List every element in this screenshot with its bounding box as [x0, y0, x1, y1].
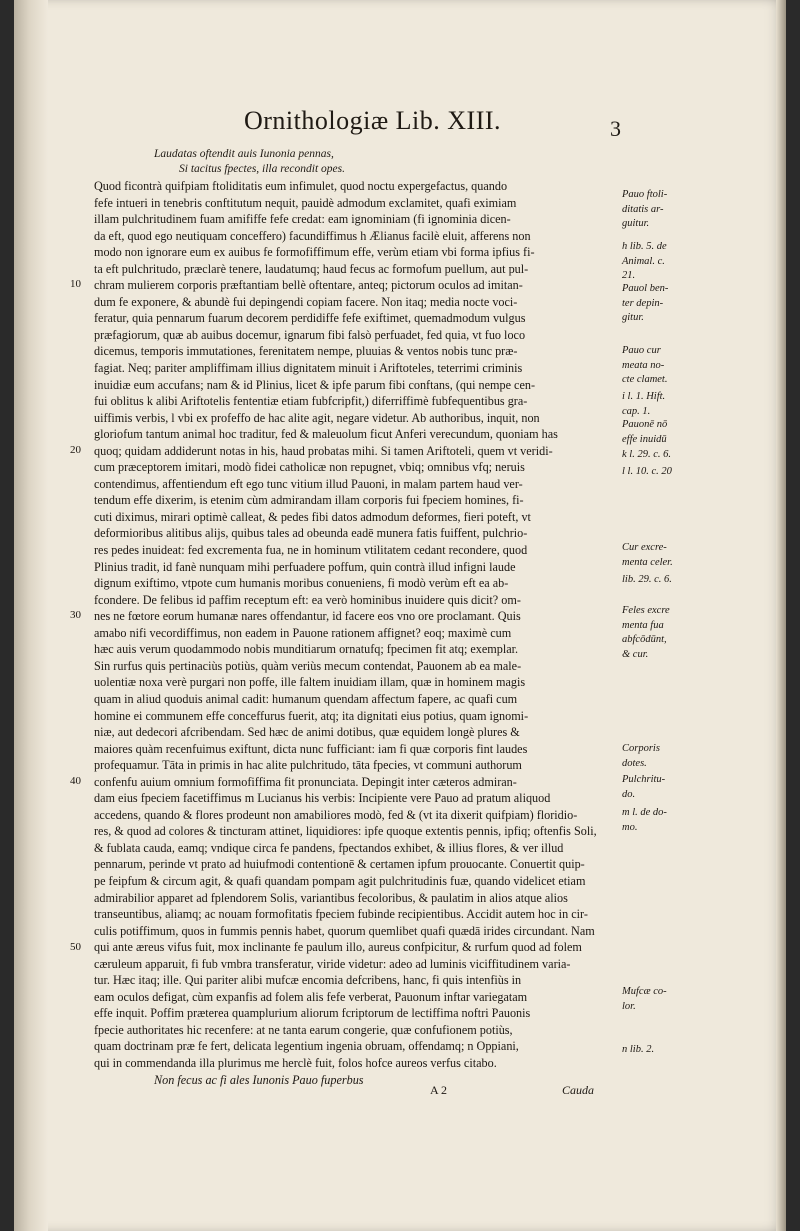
line-number: 40 [70, 775, 81, 787]
text-line: effe inquit. Poffim præterea quamplurium aliorum fcriptorum de lectiffima noftri Pauonis [94, 1006, 531, 1021]
margin-note [622, 390, 722, 419]
text-line: accedens, quando & flores prodeunt non amabiliores modò, fed & (vt ita dixerit quifpiam) floridio- [94, 807, 578, 822]
margin-note [622, 344, 722, 388]
epigraph-line: Laudatas oftendit auis Iunonia pennas, [154, 148, 334, 160]
text-line: uiffimis verbis, l vbi ex profeffo de hac alite agit, negare videtur. Ab authoribus, inquit, non [94, 410, 540, 425]
text-line: homine ei communem effe conceffurus fuerit, atq; ita dignitati eius potius, quam ignomi- [94, 708, 529, 723]
text-line: deformioribus alitibus alijs, quibus tales ad obeunda eadē munera fatis fuiffent, pulchrio- [94, 526, 528, 541]
text-line: chram mulierem corporis præftantiam bellè oftentare, anteq; pictorum oculos ad imitan- [94, 278, 523, 293]
margin-note [622, 742, 722, 771]
text-line: & fublata cauda, eamq; vndique circa fe pandens, fpectandos exhibet, & illius flores, & ver illud [94, 840, 564, 855]
margin-note [622, 448, 722, 463]
text-line: cæruleum apparuit, fi fub vmbra transferatur, viride videtur: adeo ad luminis viciffitudinem varia- [94, 956, 571, 971]
text-line: admirabilior apparet ad fplendorem Solis, variantibus fecoloribus, & paulatim in alios atque alios [94, 890, 568, 905]
margin-note-line: Pauo ftoli- [622, 189, 668, 200]
margin-note-line: effe inuidū [622, 433, 667, 445]
margin-note [622, 465, 722, 480]
page-number: 3 [610, 116, 621, 141]
margin-note-line: gitur. [622, 312, 644, 324]
margin-note-line: ditatis ar- [622, 203, 664, 215]
text-line: contendimus, affentiendum eft ego tunc vitium illud Pauoni, in malam partem haud ver- [94, 476, 523, 491]
margin-note-line: k l. 29. c. 6. [622, 449, 671, 460]
text-line: culis potiffimum, quos in fummis pennis habet, quorum quemlibet quafi quædā irides circundant. Nam [94, 923, 595, 938]
margin-note [622, 240, 722, 284]
margin-note-line: Animal. c. [622, 255, 665, 267]
line-number: 50 [70, 941, 81, 953]
margin-note-line: i l. 1. Hift. [622, 391, 666, 402]
margin-note [622, 418, 722, 447]
margin-note [622, 985, 722, 1014]
text-line: tendum effe dixerim, is etenim cùm admirandam illam corporis fui fpeciem homines, fi- [94, 493, 524, 508]
margin-note-line: cte clamet. [622, 374, 668, 386]
running-title: Ornithologiæ Lib. XIII. [244, 106, 502, 135]
margin-note-line: m l. de do- [622, 807, 667, 818]
text-line: Plinius tradit, id fanè nunquam mihi perfuadere poffum, quin contrà illud infigni laude [94, 559, 516, 574]
text-line: quam in aliud quoduis animal cadit: humanum quendam affectum fapere, ac quafi cum [94, 691, 518, 706]
text-line: illam pulchritudinem fuam amififfe fefe credat: eam ignominiam (fi ignominia dicen- [94, 212, 511, 227]
margin-note [622, 282, 722, 326]
text-line: dum fe exponere, & abundè fui depingendi copiam facere. Non itaq; media nocte voci- [94, 294, 518, 309]
text-line: Quod ficontrà quifpiam ftoliditatis eum infimulet, quod noctu expergefactus, quando [94, 179, 508, 193]
catchword: Cauda [562, 1083, 595, 1097]
text-line: eam oculos defigat, cùm expanfis ad folem alis fefe verberat, Pauonum inftar variegatam [94, 989, 528, 1004]
text-line: confenfu auium omnium formofiffima fit pronunciata. Depingit inter cæteros admiran- [94, 774, 517, 789]
margin-note-line: menta celer. [622, 556, 673, 568]
text-line: qui ante æreus vifus fuit, mox inclinante fe paulum illo, aureus confpicitur, & rurfum quod ad folem [94, 940, 582, 955]
text-line: modo non ignorare eum ex auibus fe formofiffimum effe, verùm etiam vbi forma ipfius fi- [94, 245, 535, 260]
text-line: dam eius fpeciem facetiffimus m Lucianus his verbis: Incipiente vere Pauo ad pratum aliquod [94, 791, 551, 806]
text-line: pennarum, perinde vt prato ad huiufmodi contentionē & certamen ipfum prouocante. Conuertit quip- [94, 857, 585, 872]
text-line: cuti diximus, mirari optimè calleat, & pedes fibi datos admodum deformes, fieri poteft, vt [94, 509, 531, 524]
text-line: res pedes inuideat: fed excrementa fua, ne in hominum vtilitatem cedant recondere, quod [94, 543, 528, 558]
page-fore-edge [776, 0, 786, 1231]
text-line: da eft, quod ego neutiquam conceffero) facundiffimus h Ælianus facilè eluit, afferens non [94, 228, 531, 243]
text-line: res, & quod ad colores & tincturam attinet, liquidiores: ipfe quoque extentis pennis, ipfiq; oftenfis Soli, [94, 824, 597, 839]
text-line: profequamur. Tāta in primis in hac alite pulchritudo, tāta fpecies, vt communi authorum [94, 758, 522, 773]
book-page [14, 0, 786, 1231]
main-text-column [94, 178, 614, 1088]
margin-note-line: 21. [622, 270, 636, 282]
margin-note-line: mo. [622, 821, 638, 833]
margin-note-line: Feles excre [622, 605, 670, 616]
text-line: fcondere. De felibus id paffim receptum eft: ea verò hominibus inuidere quis dicit? om- [94, 592, 521, 607]
text-line: feratur, quia pennarum fuarum decorem perdidiffe fefe exiftimet, quemadmodum vulgus [94, 311, 526, 326]
margin-note-line: menta fua [622, 619, 664, 631]
text-line: fpecie authoritates hic recenfere: at ne tanta earum congerie, quæ confufionem potiùs, [94, 1022, 513, 1037]
margin-note-line: meata no- [622, 359, 665, 371]
margin-note-line: Pauonē nō [622, 419, 668, 430]
text-line: quoq; quidam addiderunt notas in his, haud probatas mihi. Si tamen Ariftoteli, quem vt veridi- [94, 443, 553, 458]
text-line: pe feipfum & circum agit, & quafi quandam pompam agit pulchritudinis fuæ, quando videlicet etiam [94, 873, 586, 888]
text-line: præfagiorum, quæ ab auibus docemur, ignarum fibi falsò perfuadet, fed quia, vt fuo loco [94, 327, 526, 342]
text-line: inuidiæ eum accufans; nam & id Plinius, licet & ipfe parum fibi conftans, (qui nempe cen- [94, 377, 536, 392]
margin-note [622, 541, 722, 570]
text-line: fagiat. Neq; pariter ampliffimam illius dignitatem minuit i Ariftoteles, teterrimi criminis [94, 361, 523, 376]
margin-note-line: l l. 10. c. 20 [622, 466, 672, 477]
margin-note-line: & cur. [622, 648, 649, 660]
text-line: hæc auis verum quodammodo nobis munditiarum ornatufq; fpecimen fit atq; exemplar. [94, 642, 519, 657]
margin-note-line: Corporis [622, 743, 660, 754]
text-line: nes ne fœtore eorum humanæ nares offendantur, id facere eos vno ore proclamant. Quis [94, 609, 521, 624]
text-line: ta eft pulchritudo, præclarè tenere, laudatumq; haud fecus ac formofum puellum, aut pul- [94, 261, 529, 276]
text-line: amabo nifi vecordiffimus, non eadem in Pauone rationem affignet? eoq; maximè cum [94, 625, 512, 640]
text-line: uolentiæ noxa verè purgari non poffe, ille faltem inuidiam illam, quæ in hominem magis [94, 675, 526, 690]
margin-note [622, 1043, 722, 1058]
text-line: qui in commendanda illa plurimus me herclè fuit, folos hofce aureos verfus citabo. [94, 1055, 497, 1070]
margin-note-line: ter depin- [622, 297, 664, 309]
margin-note [622, 573, 722, 588]
margin-note-line: Pauo cur [622, 345, 661, 356]
margin-note [622, 188, 722, 232]
margin-note-line: h lib. 5. de [622, 241, 667, 252]
margin-note-line: Cur excre- [622, 542, 667, 553]
margin-note [622, 604, 722, 662]
signature-mark: A 2 [430, 1083, 448, 1097]
text-line: quam doctrinam præ fe fert, delicata legentium ingenia obruam, offendamq; n Oppiani, [94, 1039, 519, 1054]
line-number: 30 [70, 609, 81, 621]
margin-note-line: Pauol ben- [622, 283, 669, 294]
text-line: tur. Hæc itaq; ille. Qui pariter alibi mufcæ encomia defcribens, hanc, fi quis intenfiùs in [94, 973, 522, 988]
text-line: Non fecus ac fi ales Iunonis Pauo fuperbus [154, 1072, 364, 1087]
page-gutter-shadow [14, 0, 48, 1231]
text-line: dicemus, temporis immutationes, ferenitatem nempe, pluuias & ventos nobis tunc præ- [94, 344, 518, 359]
text-line: transeuntibus, aliamq; ac nouam formofitatis fpeciem fubinde recipientibus. Accidit autem hoc in cir- [94, 907, 588, 922]
text-line: fefe intueri in tenebris conftitutum nequit, pauidè admodum exclamitet, quafi eximiam [94, 195, 517, 210]
margin-note-line: abfcōdūnt, [622, 634, 667, 646]
margin-note-line: Mufcæ co- [622, 986, 667, 997]
margin-note [622, 773, 722, 802]
text-line: dignum exiftimo, vtpote cum humanis moribus conueniens, fi modò verùm eft ea ab- [94, 576, 509, 591]
margin-note-line: lor. [622, 1000, 636, 1012]
text-line: gloriofum tantum animal hoc traditur, fed & maleuolum ficut Anferi verecundum, quoniam has [94, 427, 558, 442]
text-line: fui oblitus k alibi Ariftotelis fententiæ etiam fubfcripfit,) diferriffimè fubfequentibus gra- [94, 394, 528, 409]
line-number: 10 [70, 278, 81, 290]
text-line: niæ, aut dedecori afcribendam. Sed hæc de animi dotibus, quæ equidem longè plures & [94, 725, 520, 740]
margin-note-line: lib. 29. c. 6. [622, 574, 672, 585]
text-line: cum præceptorem imitari, modò fidei catholicæ non repugnet, vbiq; omnibus vfq; neruis [94, 460, 525, 475]
margin-note-line: cap. 1. [622, 405, 651, 417]
text-line: maiores quàm recenfuimus exiftunt, dicta nunc fufficiant: iam fi quæ corporis fint laudes [94, 741, 528, 756]
margin-note-line: do. [622, 788, 636, 800]
margin-note [622, 806, 722, 835]
line-number: 20 [70, 444, 81, 456]
margin-note-line: n lib. 2. [622, 1044, 655, 1055]
margin-note-line: dotes. [622, 757, 647, 769]
margin-note-line: guitur. [622, 218, 650, 230]
text-line: Sin rurfus quis pertinaciùs potiùs, quàm veriùs mecum contendat, Pauonem ab ea male- [94, 658, 522, 673]
epigraph-line: Si tacitus fpectes, illa recondit opes. [179, 163, 345, 175]
margin-note-line: Pulchritu- [622, 774, 666, 785]
